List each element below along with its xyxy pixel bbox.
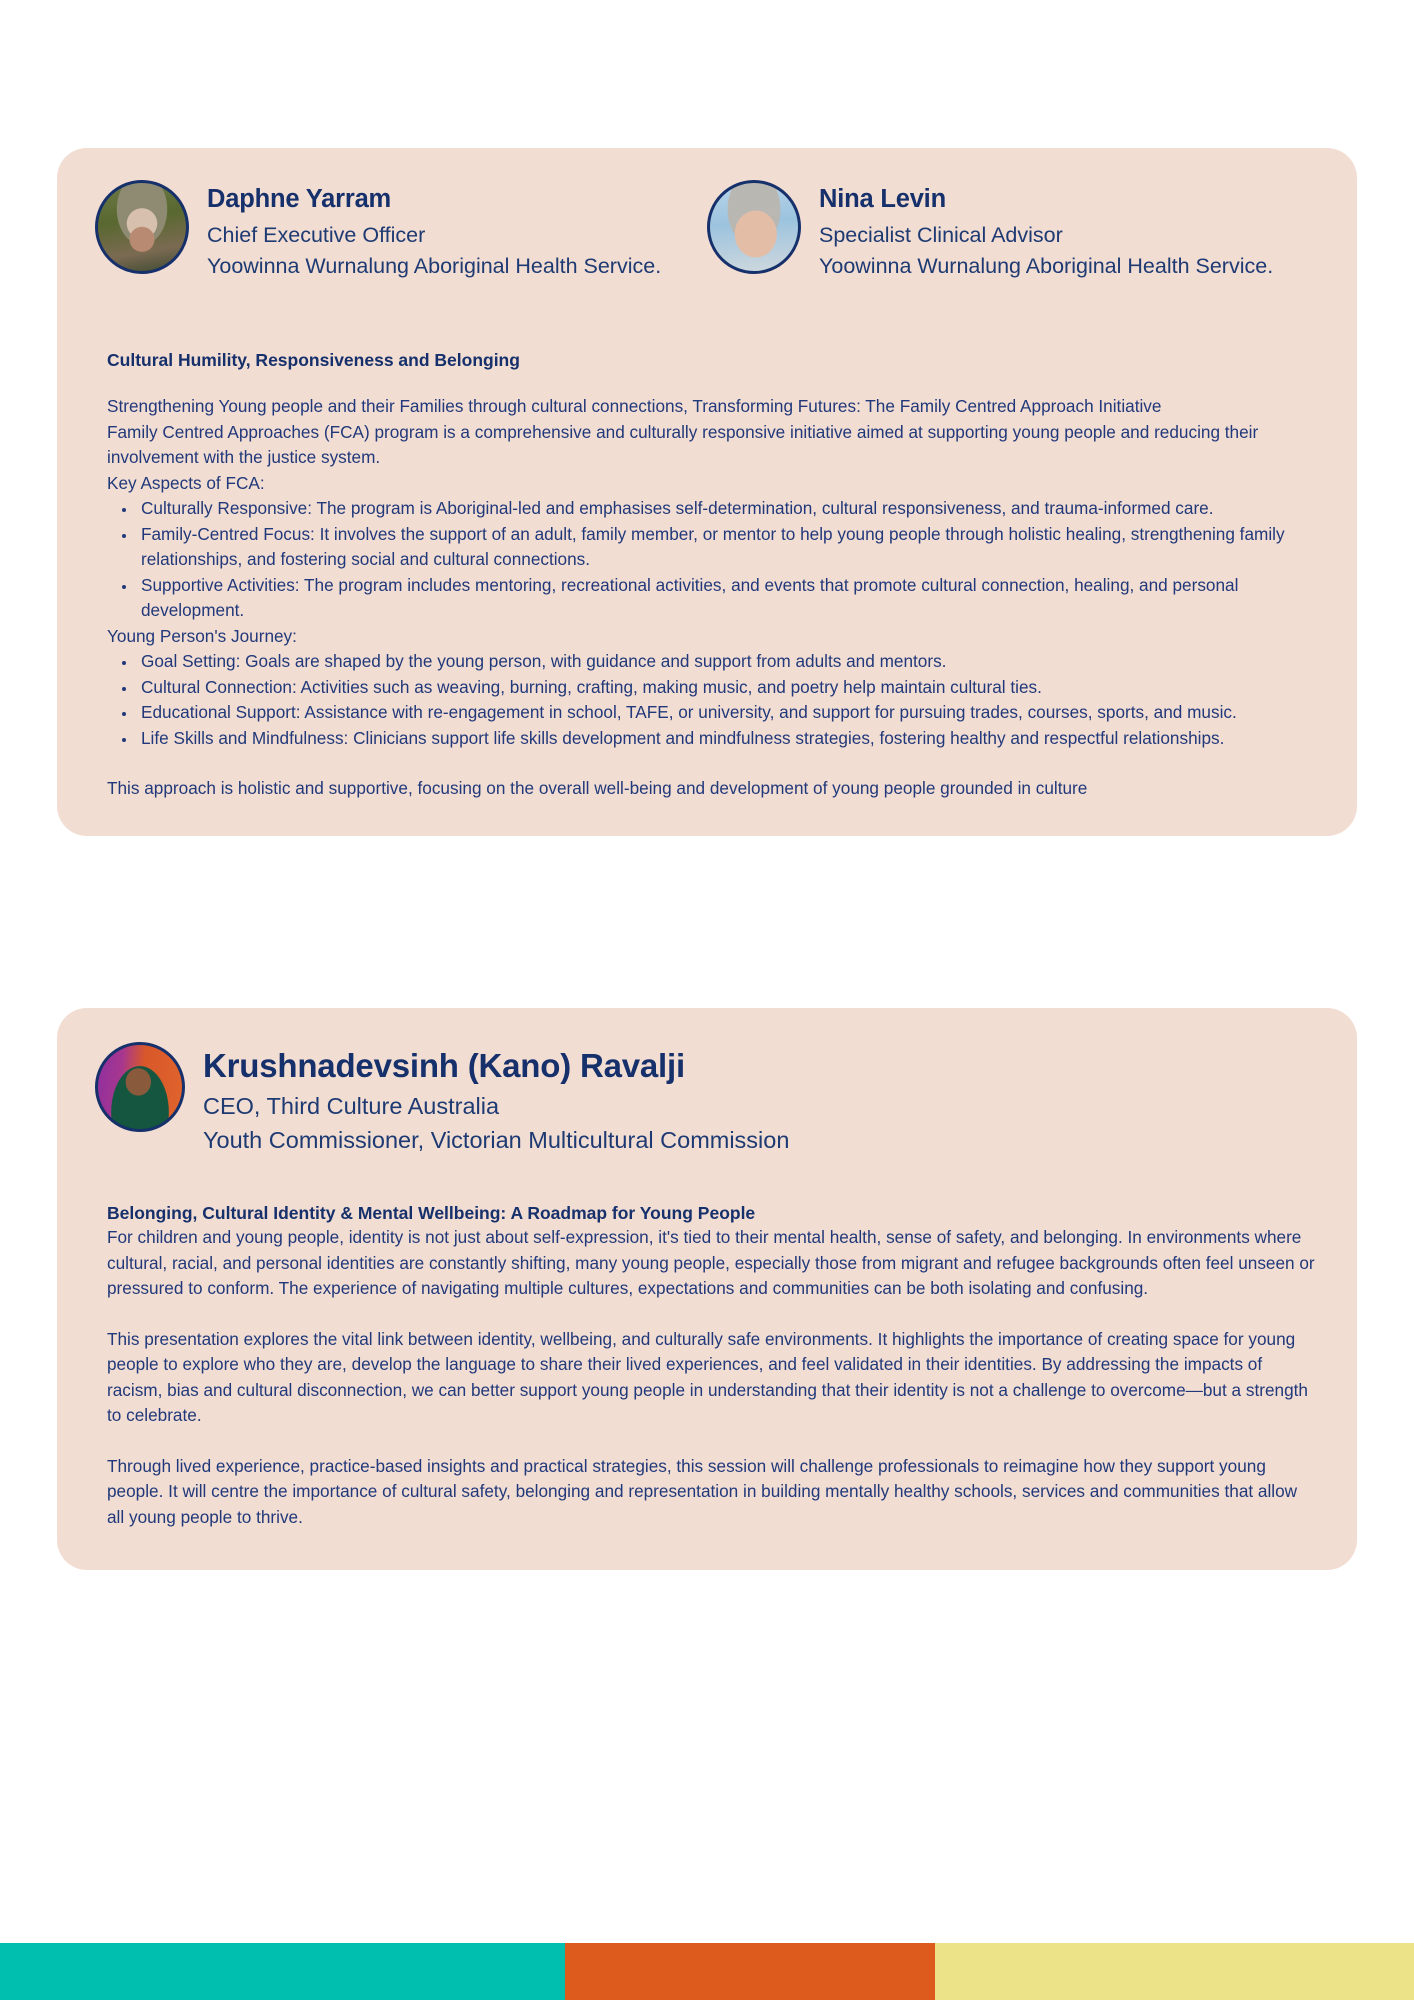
speaker-name: Krushnadevsinh (Kano) Ravalji xyxy=(203,1047,685,1084)
speaker-organisation: Yoowinna Wurnalung Aboriginal Health Service. xyxy=(819,254,1274,278)
journey-label: Young Person's Journey: xyxy=(107,625,297,646)
speaker-card-two xyxy=(57,1008,1357,1570)
speaker-role: CEO, Third Culture Australia xyxy=(203,1093,500,1119)
list-item: • Supportive Activities: The program includes mentoring, recreational activities, and events that promote cultural connection, healing, and personal development. xyxy=(137,573,1319,624)
speaker-header-row xyxy=(95,180,1319,282)
speaker-details xyxy=(207,180,661,282)
list-item: • Cultural Connection: Activities such as weaving, burning, crafting, making music, and poetry help maintain cultural ties. xyxy=(137,675,1319,701)
intro-line: Strengthening Young people and their Families through cultural connections, Transforming Futures: The Family Centred Approach Initiative xyxy=(107,396,1162,416)
list-item: • Family-Centred Focus: It involves the support of an adult, family member, or mentor to help young people through holistic healing, strengthening family relationships, and fostering social and cultural connections. xyxy=(137,522,1319,573)
list-item: • Life Skills and Mindfulness: Clinicians support life skills development and mindfulness strategies, fostering healthy and respectful relationships. xyxy=(137,726,1319,752)
session-abstract-two xyxy=(95,1201,1319,1530)
abstract-paragraph: For children and young people, identity is not just about self-expression, it's tied to their mental health, sense of safety, and belonging. In environments where cultural, racial, and personal identities are constantly shifting, many young people, especially those from migrant and refugee backgrounds often feel unseen or pressured to conform. The experience of navigating multiple cultures, expectations and communities can be both isolating and confusing. xyxy=(107,1227,1315,1298)
speaker-organisation: Yoowinna Wurnalung Aboriginal Health Service. xyxy=(207,254,662,278)
list-item: • Culturally Responsive: The program is Aboriginal-led and emphasises self-determination, cultural responsiveness, and trauma-informed care. xyxy=(137,496,1319,522)
list-item: • Goal Setting: Goals are shaped by the young person, with guidance and support from adults and mentors. xyxy=(137,649,1319,675)
speaker-kano-ravalji xyxy=(95,1042,1319,1157)
speaker-role: Specialist Clinical Advisor xyxy=(819,223,1063,247)
speaker-name: Daphne Yarram xyxy=(207,185,392,213)
speaker-details xyxy=(819,180,1273,282)
speaker-name: Nina Levin xyxy=(819,185,946,213)
intro-line: Family Centred Approaches (FCA) program is a comprehensive and culturally responsive initiative aimed at supporting young people and reducing their involvement with the justice system. xyxy=(107,421,1259,467)
footer-band-teal xyxy=(0,1943,565,2000)
footer-color-bands xyxy=(0,1943,1414,2000)
speaker-nina-levin xyxy=(707,180,1319,282)
speaker-card-one xyxy=(57,148,1357,836)
speaker-role-secondary: Youth Commissioner, Victorian Multicultural Commission xyxy=(203,1127,790,1153)
session-abstract-one xyxy=(95,348,1319,802)
speaker-daphne-yarram xyxy=(95,180,707,282)
key-aspects-list xyxy=(107,496,1319,624)
footer-band-yellow xyxy=(935,1943,1414,2000)
closing-statement: This approach is holistic and supportive, focusing on the overall well-being and development of young people grounded in culture xyxy=(107,778,1088,798)
avatar-daphne-yarram xyxy=(95,180,189,274)
speaker-role: Chief Executive Officer xyxy=(207,223,426,247)
journey-list xyxy=(107,649,1319,751)
abstract-paragraph: Through lived experience, practice-based insights and practical strategies, this session will challenge professionals to reimagine how they support young people. It will centre the importance of cultural safety, belonging and representation in building mentally healthy schools, services and communities that allow all young people to thrive. xyxy=(107,1455,1298,1527)
avatar-nina-levin xyxy=(707,180,801,274)
speaker-details xyxy=(203,1042,789,1157)
session-title: Belonging, Cultural Identity & Mental Wellbeing: A Roadmap for Young People xyxy=(107,1203,756,1223)
abstract-paragraph: This presentation explores the vital link between identity, wellbeing, and culturally safe environments. It highlights the importance of creating space for young people to explore who they are, develop the language to share their lived experiences, and feel validated in their identities. By addressing the impacts of racism, bias and cultural disconnection, we can better support young people in understanding that their identity is not a challenge to overcome—but a strength to celebrate. xyxy=(107,1328,1308,1425)
session-title: Cultural Humility, Responsiveness and Belonging xyxy=(107,350,520,370)
footer-band-orange xyxy=(565,1943,935,2000)
key-aspects-label: Key Aspects of FCA: xyxy=(107,472,265,493)
list-item: • Educational Support: Assistance with re-engagement in school, TAFE, or university, and support for pursuing trades, courses, sports, and music. xyxy=(137,700,1319,726)
avatar-kano-ravalji xyxy=(95,1042,185,1132)
